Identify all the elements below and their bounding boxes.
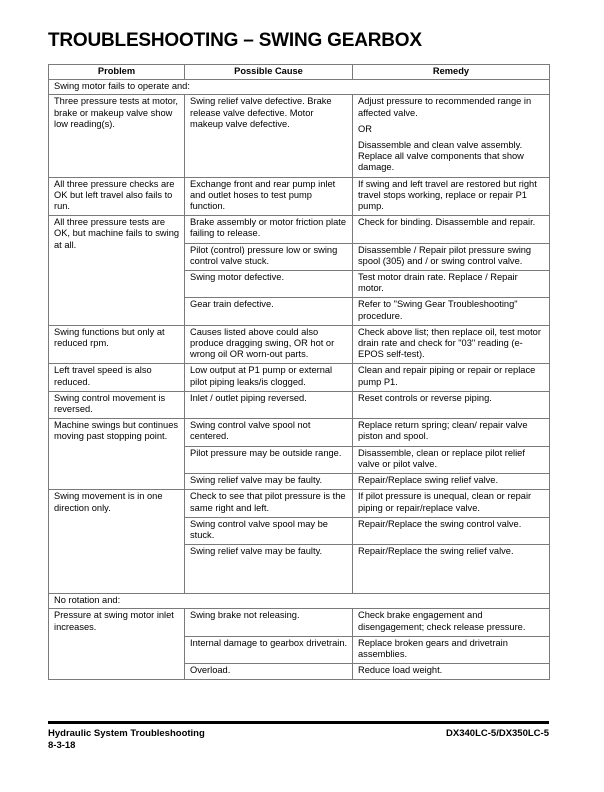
remedy-text: Repair/Replace swing relief valve. <box>358 475 499 486</box>
cause-cell: Swing control valve spool not centered. <box>185 419 353 446</box>
header-possible-cause: Possible Cause <box>185 65 353 80</box>
cause-cell: Pilot pressure may be outside range. <box>185 446 353 473</box>
problem-cell: All three pressure checks are OK but left travel also fails to run. <box>49 177 185 216</box>
remedy-cell <box>353 243 550 270</box>
remedy-text: Adjust pressure to recommended range in affected valve. <box>358 96 532 118</box>
remedy-cell <box>353 609 550 636</box>
problem-cell: Swing movement is in one direction only. <box>49 490 185 594</box>
remedy-text: Test motor drain rate. Replace / Repair motor. <box>358 272 518 294</box>
header-remedy: Remedy <box>353 65 550 80</box>
troubleshooting-table <box>48 64 550 680</box>
cause-cell: Check to see that pilot pressure is the same right and left. <box>185 490 353 517</box>
cause-cell: Brake assembly or motor friction plate failing to release. <box>185 216 353 243</box>
table-row <box>49 177 550 216</box>
cause-cell: Inlet / outlet piping reversed. <box>185 391 353 418</box>
remedy-text: Refer to "Swing Gear Troubleshooting" procedure. <box>358 299 518 321</box>
remedy-text: Check brake engagement and disengagement; check release pressure. <box>358 610 526 632</box>
section-heading-row <box>49 594 550 609</box>
problem-cell: Swing control movement is reversed. <box>49 391 185 418</box>
remedy-text: If pilot pressure is unequal, clean or repair piping or repair/replace valve. <box>358 491 532 513</box>
footer-page-number: 8-3-18 <box>48 740 76 751</box>
remedy-cell <box>353 391 550 418</box>
remedy-cell <box>353 664 550 680</box>
remedy-text: Reduce load weight. <box>358 665 443 676</box>
remedy-text: Repair/Replace the swing control valve. <box>358 518 522 529</box>
footer-left <box>48 728 205 752</box>
table-body <box>49 80 550 680</box>
cause-cell: Exchange front and rear pump inlet and outlet hoses to test pump function. <box>185 177 353 216</box>
remedy-text: Reset controls or reverse piping. <box>358 392 492 403</box>
header-problem: Problem <box>49 65 185 80</box>
cause-cell: Causes listed above could also produce dragging swing, OR hot or wrong oil OR worn-out parts. <box>185 325 353 364</box>
table-row <box>49 216 550 243</box>
section-heading: Swing motor fails to operate and: <box>49 80 550 95</box>
table-header-row <box>49 65 550 80</box>
cause-cell: Internal damage to gearbox drivetrain. <box>185 636 353 663</box>
remedy-cell <box>353 419 550 446</box>
remedy-text: Replace broken gears and drivetrain assemblies. <box>358 637 508 659</box>
remedy-text: Check for binding. Disassemble and repair. <box>358 217 536 228</box>
table-row <box>49 364 550 391</box>
remedy-cell <box>353 545 550 594</box>
problem-cell: All three pressure tests are OK, but machine fails to swing at all. <box>49 216 185 326</box>
remedy-text: Disassemble / Repair pilot pressure swing spool (305) and / or swing control valve. <box>358 244 532 266</box>
remedy-cell <box>353 490 550 517</box>
remedy-text: Disassemble, clean or replace pilot relief valve or pilot valve. <box>358 447 525 469</box>
page-title: TROUBLESHOOTING – SWING GEARBOX <box>48 30 422 51</box>
remedy-cell <box>353 517 550 544</box>
cause-cell: Swing motor defective. <box>185 271 353 298</box>
cause-cell: Pilot (control) pressure low or swing control valve stuck. <box>185 243 353 270</box>
remedy-cell <box>353 177 550 216</box>
cause-cell: Swing relief valve defective. Brake release valve defective. Motor makeup valve defective. <box>185 95 353 177</box>
remedy-text: OR <box>358 123 372 134</box>
remedy-text: Check above list; then replace oil, test motor drain rate and check for "03" reading (e-EPOS self-test). <box>358 326 541 360</box>
problem-cell: Three pressure tests at motor, brake or makeup valve show low reading(s). <box>49 95 185 177</box>
footer-section-title: Hydraulic System Troubleshooting <box>48 728 205 739</box>
remedy-cell <box>353 298 550 325</box>
remedy-cell <box>353 446 550 473</box>
remedy-cell <box>353 364 550 391</box>
footer-divider <box>48 721 549 724</box>
remedy-cell <box>353 636 550 663</box>
remedy-cell <box>353 216 550 243</box>
remedy-text: Disassemble and clean valve assembly. Replace all valve components that show damage. <box>358 140 524 173</box>
cause-cell: Low output at P1 pump or external pilot piping leaks/is clogged. <box>185 364 353 391</box>
cause-cell: Gear train defective. <box>185 298 353 325</box>
cause-cell: Overload. <box>185 664 353 680</box>
problem-cell: Swing functions but only at reduced rpm. <box>49 325 185 364</box>
remedy-cell <box>353 325 550 364</box>
table-row <box>49 419 550 446</box>
remedy-text: Repair/Replace the swing relief valve. <box>358 546 514 557</box>
cause-cell: Swing brake not releasing. <box>185 609 353 636</box>
remedy-text: Replace return spring; clean/ repair valve piston and spool. <box>358 420 528 442</box>
remedy-cell <box>353 474 550 490</box>
table-row <box>49 490 550 517</box>
table-row <box>49 609 550 636</box>
table-row <box>49 391 550 418</box>
section-heading-row <box>49 80 550 95</box>
section-heading: No rotation and: <box>49 594 550 609</box>
problem-cell: Pressure at swing motor inlet increases. <box>49 609 185 680</box>
cause-cell: Swing relief valve may be faulty. <box>185 474 353 490</box>
problem-cell: Machine swings but continues moving past stopping point. <box>49 419 185 490</box>
remedy-text: If swing and left travel are restored but right travel stops working, replace or repair P1 pump. <box>358 178 537 212</box>
footer-model: DX340LC-5/DX350LC-5 <box>446 728 549 739</box>
table-row <box>49 325 550 364</box>
problem-cell: Left travel speed is also reduced. <box>49 364 185 391</box>
table-row <box>49 95 550 177</box>
cause-cell: Swing control valve spool may be stuck. <box>185 517 353 544</box>
remedy-cell <box>353 271 550 298</box>
remedy-cell <box>353 95 550 177</box>
cause-cell: Swing relief valve may be faulty. <box>185 545 353 594</box>
remedy-text: Clean and repair piping or repair or replace pump P1. <box>358 365 536 387</box>
